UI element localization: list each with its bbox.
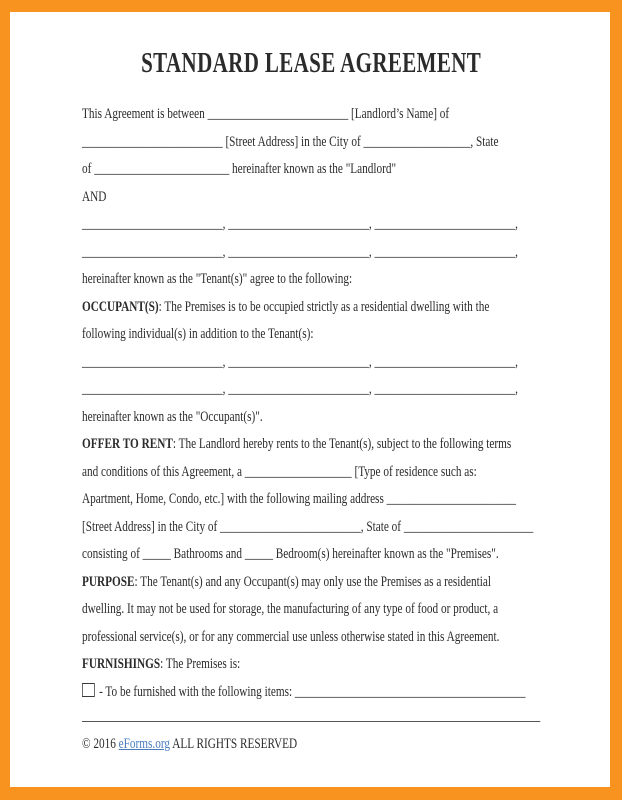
- document-line: [82, 569, 540, 597]
- document-line: [82, 184, 540, 212]
- text-segment: consisting of: [82, 546, 143, 562]
- blank-field: _____: [142, 546, 171, 562]
- document-line: [82, 514, 540, 542]
- rights-text: ALL RIGHTS RESERVED: [170, 736, 298, 752]
- text-segment: : The Premises is:: [160, 656, 241, 672]
- blank-field: _________________________________________: [294, 683, 526, 700]
- text-segment: dwelling. It may not be used for storage, the manufacturing of any type of food or product, a: [82, 601, 499, 617]
- text-segment: Apartment, Home, Condo, etc.] with the following mailing address: [82, 491, 387, 507]
- checkbox-icon[interactable]: [82, 683, 95, 697]
- document-line: [82, 431, 540, 459]
- document-line: [82, 624, 540, 652]
- document-line: [82, 349, 540, 377]
- text-segment: [Street Address] in the City of: [82, 518, 221, 535]
- text-segment: [Street Address] in the City of: [222, 133, 364, 150]
- text-segment: Bathrooms and: [170, 546, 245, 562]
- text-segment: FURNISHINGS: [82, 656, 161, 672]
- text-segment: Bedroom(s) hereinafter known as the "Premises".: [272, 546, 499, 562]
- document-line: [82, 294, 540, 322]
- blank-field: ________________________: [94, 161, 230, 177]
- document-line: [82, 101, 540, 129]
- text-segment: of: [82, 161, 95, 177]
- document-line: [82, 156, 540, 184]
- blank-field: ___________________: [363, 133, 471, 150]
- document-line: [82, 376, 540, 404]
- blank-field: _________________________: [82, 133, 223, 150]
- text-segment: hereinafter known as the "Occupant(s)".: [82, 408, 263, 425]
- text-segment: AND: [82, 188, 107, 205]
- blank-row: _________________________, _________________________, _________________________,: [82, 216, 518, 232]
- document-line: [82, 541, 540, 569]
- text-segment: This Agreement is between: [82, 106, 208, 122]
- text-segment: OFFER TO RENT: [82, 436, 173, 452]
- text-segment: , State of: [360, 518, 404, 535]
- blank-field: ___________________: [244, 463, 352, 480]
- document-lines: [82, 101, 540, 706]
- eforms-link[interactable]: eForms.org: [118, 736, 171, 752]
- footer: [82, 734, 540, 754]
- blank-field: _______________________: [386, 491, 517, 507]
- text-segment: OCCUPANT(S): [82, 298, 159, 315]
- document-line: [82, 266, 540, 294]
- text-segment: professional service(s), or for any commercial use unless otherwise stated in this Agreement.: [82, 628, 500, 645]
- document-content: [82, 46, 540, 754]
- text-segment: : The Landlord hereby rents to the Tenant(s), subject to the following terms: [172, 436, 512, 452]
- text-segment: hereinafter known as the "Landlord": [229, 161, 397, 177]
- text-segment: and conditions of this Agreement, a: [82, 463, 245, 480]
- footer-divider: [82, 721, 540, 722]
- document-line: [82, 404, 540, 432]
- blank-row: _________________________, _________________________, _________________________,: [82, 381, 518, 397]
- document-line: [82, 239, 540, 267]
- document-line: [82, 486, 540, 514]
- document-title: STANDARD LEASE AGREEMENT: [141, 48, 482, 79]
- document-line: [82, 651, 540, 679]
- text-segment: hereinafter known as the "Tenant(s)" agree to the following:: [82, 271, 353, 287]
- text-segment: PURPOSE: [82, 573, 135, 590]
- document-line: [82, 459, 540, 487]
- blank-field: _________________________: [207, 106, 349, 122]
- document-line: [82, 596, 540, 624]
- text-segment: : The Tenant(s) and any Occupant(s) may only use the Premises as a residential: [134, 573, 492, 590]
- blank-row: _________________________, _________________________, _________________________,: [82, 353, 518, 370]
- blank-row: _________________________, _________________________, _________________________,: [82, 243, 518, 260]
- document-line: [82, 321, 540, 349]
- blank-field: _________________________: [220, 518, 361, 535]
- text-segment: [Landlord’s Name] of: [348, 106, 450, 122]
- text-segment: following individual(s) in addition to the Tenant(s):: [82, 326, 314, 342]
- document-page: [10, 12, 610, 787]
- blank-field: _______________________: [403, 518, 534, 535]
- text-segment: - To be furnished with the following items:: [96, 683, 295, 700]
- text-segment: [Type of residence such as:: [351, 463, 477, 480]
- copyright-text: © 2016: [82, 736, 119, 752]
- document-line: [82, 211, 540, 239]
- document-line: [82, 129, 540, 157]
- blank-field: _____: [244, 546, 273, 562]
- text-segment: , State: [470, 133, 499, 150]
- text-segment: : The Premises is to be occupied strictly as a residential dwelling with the: [158, 298, 490, 315]
- document-line: [82, 679, 540, 707]
